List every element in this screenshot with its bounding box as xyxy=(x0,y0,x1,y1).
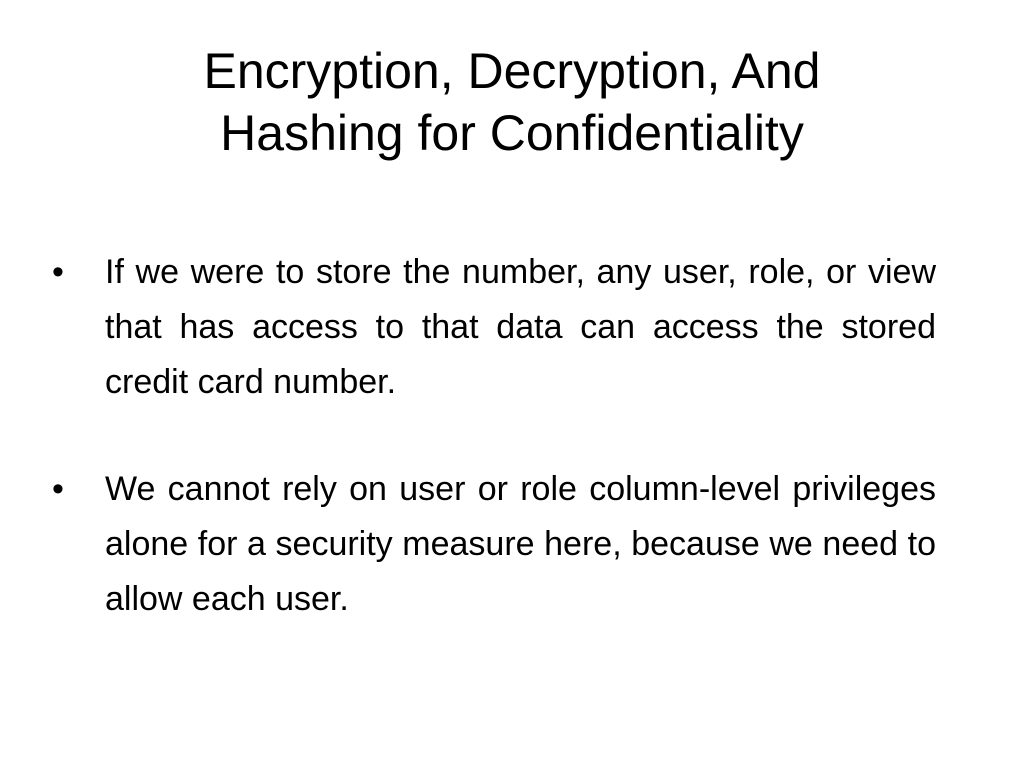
slide-title-line-1: Encryption, Decryption, And xyxy=(203,43,821,99)
slide-title-line-2: Hashing for Confidentiality xyxy=(220,105,804,161)
bullet-marker-icon: • xyxy=(52,470,64,508)
bullet-text-1: If we were to store the number, any user, role, or view that has access to that data can access the stored credit card number. xyxy=(105,253,936,401)
bullet-marker-icon: • xyxy=(52,253,64,291)
bullet-list xyxy=(52,245,936,679)
bullet-text-2: We cannot rely on user or role column-level privileges alone for a security measure here, because we need to allow each user. xyxy=(105,470,936,618)
bullet-item-2 xyxy=(52,462,936,627)
bullet-item-1 xyxy=(52,245,936,410)
slide-title xyxy=(60,40,964,164)
